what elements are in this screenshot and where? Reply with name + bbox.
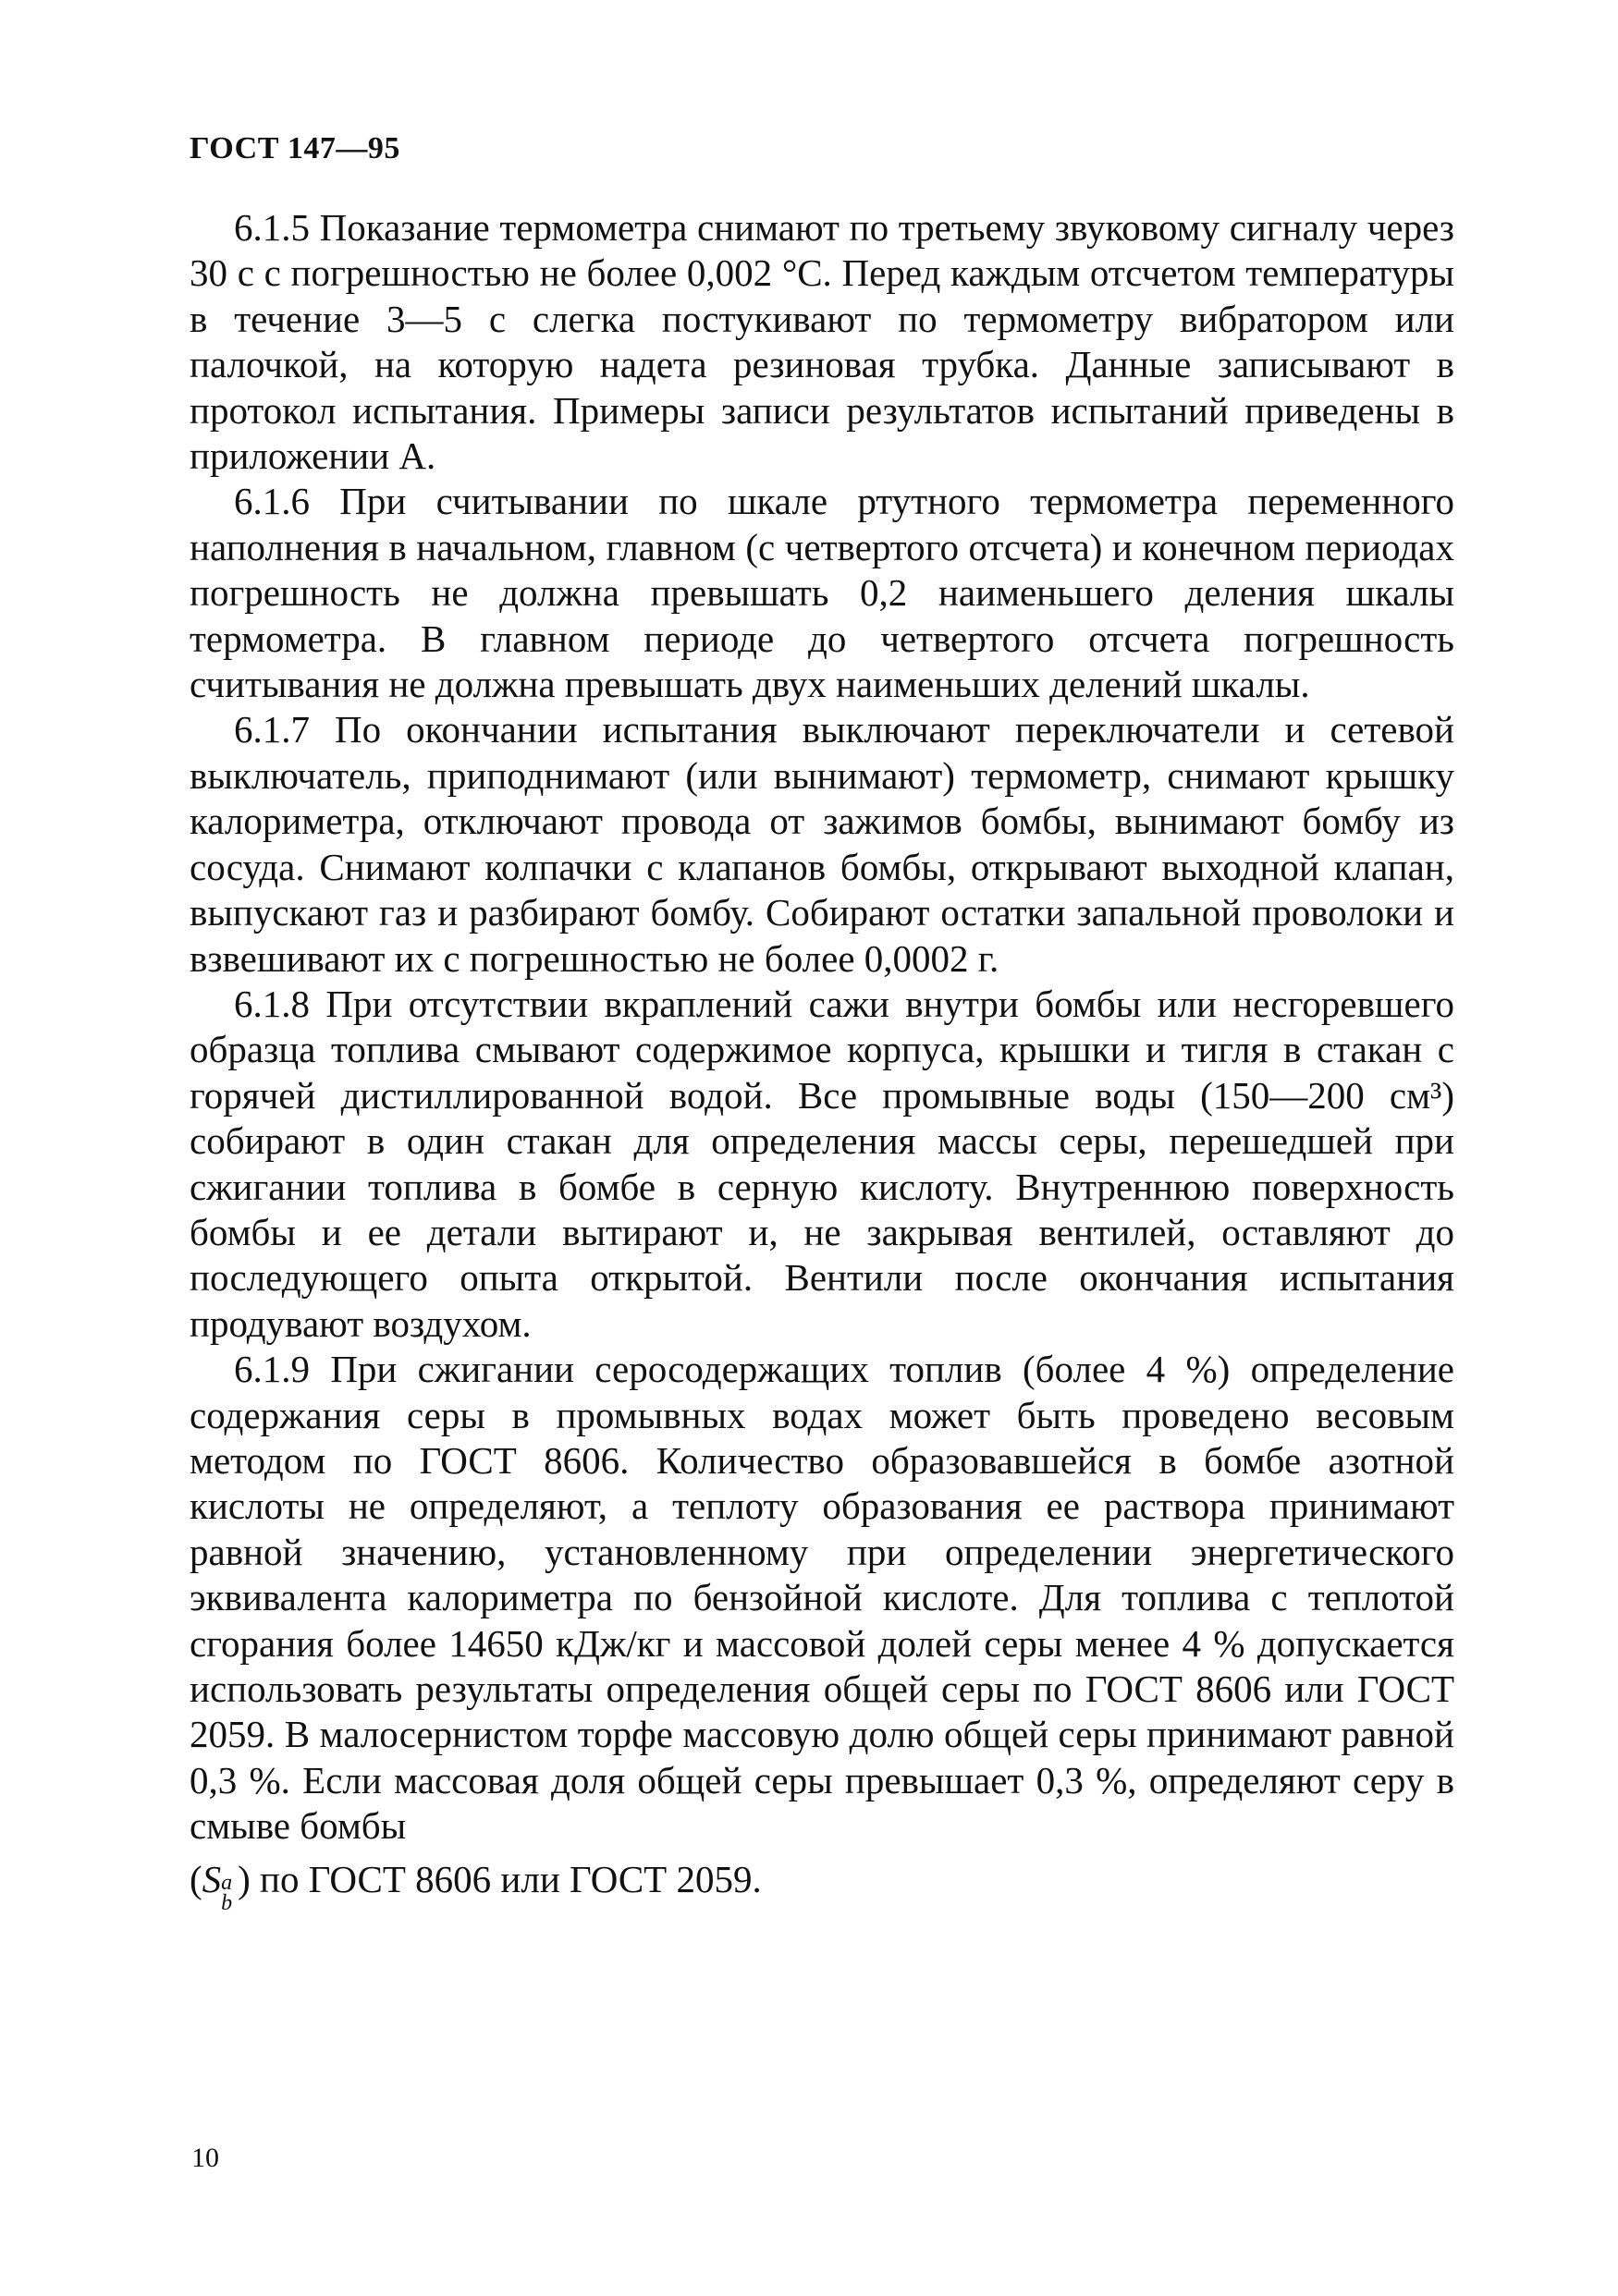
formula-indices xyxy=(221,1861,238,1915)
document-body xyxy=(190,205,1454,1915)
paragraph-6-1-5: 6.1.5 Показание термометра снимают по третьему звуковому сигналу через 30 с с погрешностью не более 0,002 °С. Перед каждым отсчетом температуры в течение 3—5 с слегка постукивают по термометру вибратором или палочкой, на которую надета резиновая трубка. Данные записывают в протокол испытания. Примеры записи результатов испытаний приведены в приложении А. xyxy=(190,206,1454,478)
formula-rest: ) по ГОСТ 8606 или ГОСТ 2059. xyxy=(238,1857,762,1900)
paragraph-6-1-8: 6.1.8 При отсутствии вкраплений сажи внутри бомбы или несгоревшего образца топлива смывают содержимое корпуса, крышки и тигля в стакан с горячей дистиллированной водой. Все промывные воды (150—200 см³) собирают в один стакан для определения массы серы, перешедшей при сжигании топлива в бомбе в серную кислоту. Внутреннюю поверхность бомбы и ее детали вытирают и, не закрывая вентилей, оставляют до последующего опыта открытой. Вентили после окончания испытания продувают воздухом. xyxy=(190,982,1454,1345)
formula-symbol: S xyxy=(202,1857,222,1900)
paragraph-6-1-7: 6.1.7 По окончании испытания выключают переключатели и сетевой выключатель, приподнимают (или вынимают) термометр, снимают крышку калориметра, отключают провода от зажимов бомбы, вынимают бомбу из сосуда. Снимают колпачки с клапанов бомбы, открывают выходной клапан, выпускают газ и разбирают бомбу. Собирают остатки запальной проволоки и взвешивают их с погрешностью не более 0,0002 г. xyxy=(190,708,1454,980)
sulfur-formula-line xyxy=(190,1851,1454,1915)
formula-superscript: a xyxy=(221,1870,233,1895)
document-header: ГОСТ 147—95 xyxy=(190,131,400,165)
formula-subscript: b xyxy=(221,1890,233,1915)
page-number: 10 xyxy=(191,2143,219,2173)
paragraph-6-1-6: 6.1.6 При считывании по шкале ртутного термометра переменного наполнения в начальном, главном (с четвертого отсчета) и конечном периодах погрешность не должна превышать 0,2 наименьшего деления шкалы термометра. В главном периоде до четвертого отсчета погрешность считывания не должна превышать двух наименьших делений шкалы. xyxy=(190,480,1454,706)
paragraph-6-1-9: 6.1.9 При сжигании серосодержащих топлив (более 4 %) определение содержания серы в промывных водах может быть проведено весовым методом по ГОСТ 8606. Количество образовавшейся в бомбе азотной кислоты не определяют, а теплоту образования ее раствора принимают равной значению, установленному при определении энергетического эквивалента калориметра по бензойной кислоте. Для топлива с теплотой сгорания более 14650 кДж/кг и массовой долей серы менее 4 % допускается использовать результаты определения общей серы по ГОСТ 8606 или ГОСТ 2059. В малосернистом торфе массовую долю общей серы принимают равной 0,3 %. Если массовая доля общей серы превышает 0,3 %, определяют серу в смыве бомбы xyxy=(190,1348,1454,1848)
formula-open-paren: ( xyxy=(190,1857,202,1900)
